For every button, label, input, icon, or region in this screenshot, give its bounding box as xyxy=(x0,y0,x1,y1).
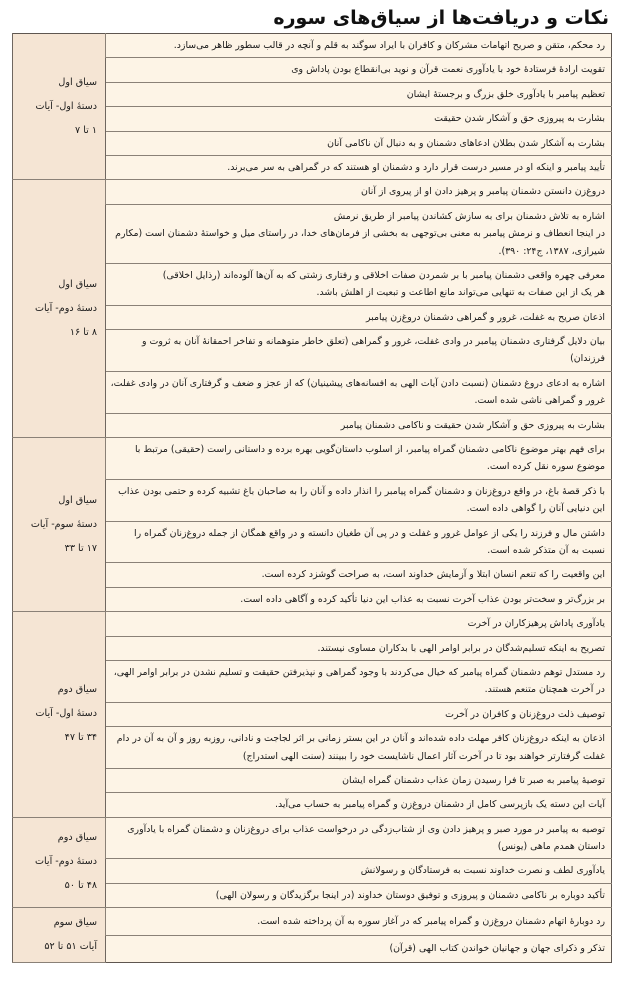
note-cell xyxy=(106,768,612,792)
note-text: بشارت به آشکار شدن بطلان ادعاهای دشمنان و به دنبال آن ناکامی آنان xyxy=(327,137,605,149)
note-text: تقویت ارادهٔ فرستادهٔ خود با یادآوری نعمت قرآن و نوید بی‌انقطاع بودن پاداش وی xyxy=(291,64,605,76)
group-label-line: دستهٔ دوم- آیات xyxy=(34,856,97,868)
note-cell xyxy=(106,908,612,935)
note-cell xyxy=(106,330,612,372)
note-text: توصیهٔ پیامبر به صبر تا فرا رسیدن زمان عذاب دشمنان گمراه ایشان xyxy=(342,774,605,786)
note-cell xyxy=(106,521,612,563)
note-cell xyxy=(106,817,612,859)
group-label-line: ۸ تا ۱۶ xyxy=(69,326,97,338)
note-text: توصیف ذلت دروغ‌زنان و کافران در آخرت xyxy=(445,708,605,720)
note-cell xyxy=(106,563,612,587)
note-cell xyxy=(106,636,612,660)
table-row xyxy=(13,817,612,859)
note-cell xyxy=(106,935,612,962)
note-text: تأکید دوباره بر ناکامی دشمنان و پیروزی و توفیق دوستان خداوند (در اینجا برگزیدگان و رسولان الهی) xyxy=(215,889,605,901)
note-text: رد دوبارهٔ اتهام دشمنان دروغ‌زن و گمراه پیامبر که در آغاز سوره به آن پرداخته شده است. xyxy=(257,915,605,927)
table-row xyxy=(13,908,612,935)
note-text: یادآوری لطف و نصرت خداوند نسبت به فرستادگان و رسولانش xyxy=(360,865,605,877)
note-text: با ذکر قصهٔ باغ، در واقع دروغ‌زنان و دشمنان گمراه پیامبر را انذار داده و آنان را به صاحبان باغ تشبیه کرده و حتمی بودن عذاب این دنیایی آنان را گواهی داده است. xyxy=(118,485,605,515)
note-text: اشاره به ادعای دروغ دشمنان (نسبت دادن آیات الهی به افسانه‌های پیشینیان) که از عجز و ضعف و گرفتاری آنان در وادی غفلت، غرور و گمراهی ناشی شده است. xyxy=(110,377,605,407)
table-row xyxy=(13,34,612,58)
context-group-label xyxy=(13,612,106,818)
note-text: بیان دلایل گرفتاری دشمنان پیامبر در وادی غفلت، غرور و گمراهی (تعلق خاطر متوهمانه و تفاخر احمقانهٔ آنان به ثروت و فرزندان) xyxy=(142,336,605,365)
note-cell xyxy=(106,727,612,769)
note-text: یادآوری پاداش پرهیزکاران در آخرت xyxy=(467,618,605,630)
note-cell xyxy=(106,612,612,636)
table-row xyxy=(13,612,612,636)
group-label-line: دستهٔ اول- آیات xyxy=(35,100,97,112)
context-group-label xyxy=(13,817,106,908)
group-label-line: دستهٔ دوم- آیات xyxy=(34,302,97,314)
note-cell xyxy=(106,34,612,58)
table-body xyxy=(13,34,612,963)
context-group-label xyxy=(13,908,106,963)
note-text: دروغ‌زن دانستن دشمنان پیامبر و پرهیز دادن او از پیروی از آنان xyxy=(361,186,605,198)
note-cell xyxy=(106,413,612,437)
table-row xyxy=(13,180,612,204)
group-label-line: دستهٔ سوم- آیات xyxy=(30,518,97,530)
group-label-line: دستهٔ اول- آیات xyxy=(35,708,97,720)
note-text: بشارت به پیروزی حق و آشکار شدن حقیقت و ناکامی دشمنان پیامبر xyxy=(340,419,605,431)
note-cell xyxy=(106,438,612,480)
note-text: معرفی چهره واقعی دشمنان پیامبر با بر شمردن صفات اخلاقی و رفتاری زشتی که به آن‌ها آلوده‌اند (رذایل اخلاقی) xyxy=(162,269,605,281)
group-label-line: ۴۸ تا ۵۰ xyxy=(64,880,97,892)
note-text: اذعان صریح به غفلت، غرور و گمراهی دشمنان دروغ‌زن پیامبر xyxy=(366,311,605,323)
group-label-line: سیاق اول xyxy=(58,494,97,506)
note-text: تذکر و ذکرای جهان و جهانیان خواندن کتاب الهی (قرآن) xyxy=(389,943,605,955)
note-cell xyxy=(106,58,612,82)
note-text: رد مستدل توهم دشمنان گمراه پیامبر که خیال می‌کردند با وجود گمراهی و نپذیرفتن حقیقت و تسلیم نشدن در برابر اوامر الهی، در آخرت همچنان متنعم هستند. xyxy=(113,666,605,696)
context-group-label xyxy=(13,180,106,438)
note-cell xyxy=(106,204,612,263)
note-cell xyxy=(106,587,612,611)
group-label-line: سیاق اول xyxy=(58,278,97,290)
note-text: بر بزرگ‌تر و سخت‌تر بودن عذاب آخرت نسبت به عذاب این دنیا تأکید کرده و آگاهی داده است. xyxy=(240,593,605,605)
note-text: توصیه به پیامبر در مورد صبر و پرهیز دادن وی از شتاب‌زدگی در درخواست عذاب برای دروغ‌زنان و دشمنان گمراه با یادآوری داستان همدم ماهی (یونس) xyxy=(127,823,605,853)
note-text: تصریح به اینکه تسلیم‌شدگان در برابر اوامر الهی با بدکاران مساوی نیستند. xyxy=(317,642,605,654)
note-cell xyxy=(106,793,612,817)
group-label-line: ۳۴ تا ۴۷ xyxy=(64,732,97,744)
note-text: داشتن مال و فرزند را یکی از عوامل غرور و غفلت و در پی آن طغیان دانسته و در واقع همگان از جمله دروغ‌زنان گمراه را نسبت به آن متذکر شده است. xyxy=(134,527,605,556)
note-text: تأیید پیامبر و اینکه او در مسیر درست قرار دارد و دشمنان او هستند که در گمراهی به سر می‌برند. xyxy=(227,161,605,173)
note-cell xyxy=(106,180,612,204)
group-label-line: سیاق دوم xyxy=(57,684,97,696)
note-text: رد محکم، متقن و صریح اتهامات مشرکان و کافران با ایراد سوگند به قلم و آنچه در قالب سطور ظاهر می‌سازد. xyxy=(173,40,605,51)
note-cell xyxy=(106,859,612,883)
context-group-label xyxy=(13,34,106,180)
note-cell xyxy=(106,660,612,702)
context-notes-table xyxy=(12,33,612,963)
group-label-line: سیاق اول xyxy=(58,76,97,88)
page-title: نکات و دریافت‌ها از سیاق‌های سوره xyxy=(273,7,609,29)
note-cell xyxy=(106,131,612,155)
note-cell xyxy=(106,263,612,305)
group-label-line: ۱۷ تا ۳۳ xyxy=(64,542,97,554)
note-text: بشارت به پیروزی حق و آشکار شدن حقیقت xyxy=(434,113,605,125)
note-cell xyxy=(106,883,612,907)
note-cell xyxy=(106,155,612,179)
note-text: اذعان به اینکه دروغ‌زنان کافر مهلت داده شده‌اند و آنان در این بستر زمانی بر اثر لجاجت و نادانی، روزبه روز و آن به آن در دام غفلت گرفتارتر خواهند بود تا در آخرت آثار اعمال ناشایست خود را ببینند (سنت الهی استدراج) xyxy=(116,733,605,762)
group-label-line: سیاق دوم xyxy=(57,832,97,844)
note-text: در اینجا انعطاف و نرمش پیامبر به معنی بی‌توجهی به بخشی از فرمان‌های خدا، در راستای میل و خواستهٔ دشمنان است (مکارم شیرازی، ۱۳۸۷، ج۲۴: ۳۹۰). xyxy=(115,228,605,257)
note-text: هر یک از این صفات به تنهایی می‌تواند مانع اطاعت و تبعیت از اهلش باشد. xyxy=(316,287,605,299)
note-cell xyxy=(106,305,612,329)
note-text: اشاره به تلاش دشمنان برای به سازش کشاندن پیامبر از طریق نرمش xyxy=(333,210,605,222)
context-group-label xyxy=(13,438,106,612)
group-label-line: سیاق سوم xyxy=(53,917,97,929)
note-cell xyxy=(106,702,612,726)
group-label-line: آیات ۵۱ تا ۵۲ xyxy=(44,941,97,953)
note-text: برای فهم بهتر موضوع ناکامی دشمنان گمراه پیامبر، از اسلوب داستان‌گویی بهره برده و داستانی راست (حقیقی) مرتبط با موضوع سوره نقل کرده است. xyxy=(134,444,605,473)
note-text: این واقعیت را که تنعم انسان ابتلا و آزمایش خداوند است، به صراحت گوشزد کرده است. xyxy=(261,569,605,581)
note-cell xyxy=(106,82,612,106)
note-cell xyxy=(106,371,612,413)
group-label-line: ۱ تا ۷ xyxy=(74,124,97,136)
note-text: آیات این دسته یک بازپرسی کامل از دشمنان دروغ‌زن و گمراه پیامبر به حساب می‌آید. xyxy=(275,799,605,811)
table-row xyxy=(13,438,612,480)
note-cell xyxy=(106,479,612,521)
note-text: تعظیم پیامبر با یادآوری خلق بزرگ و برجستهٔ ایشان xyxy=(406,88,605,100)
note-cell xyxy=(106,107,612,131)
